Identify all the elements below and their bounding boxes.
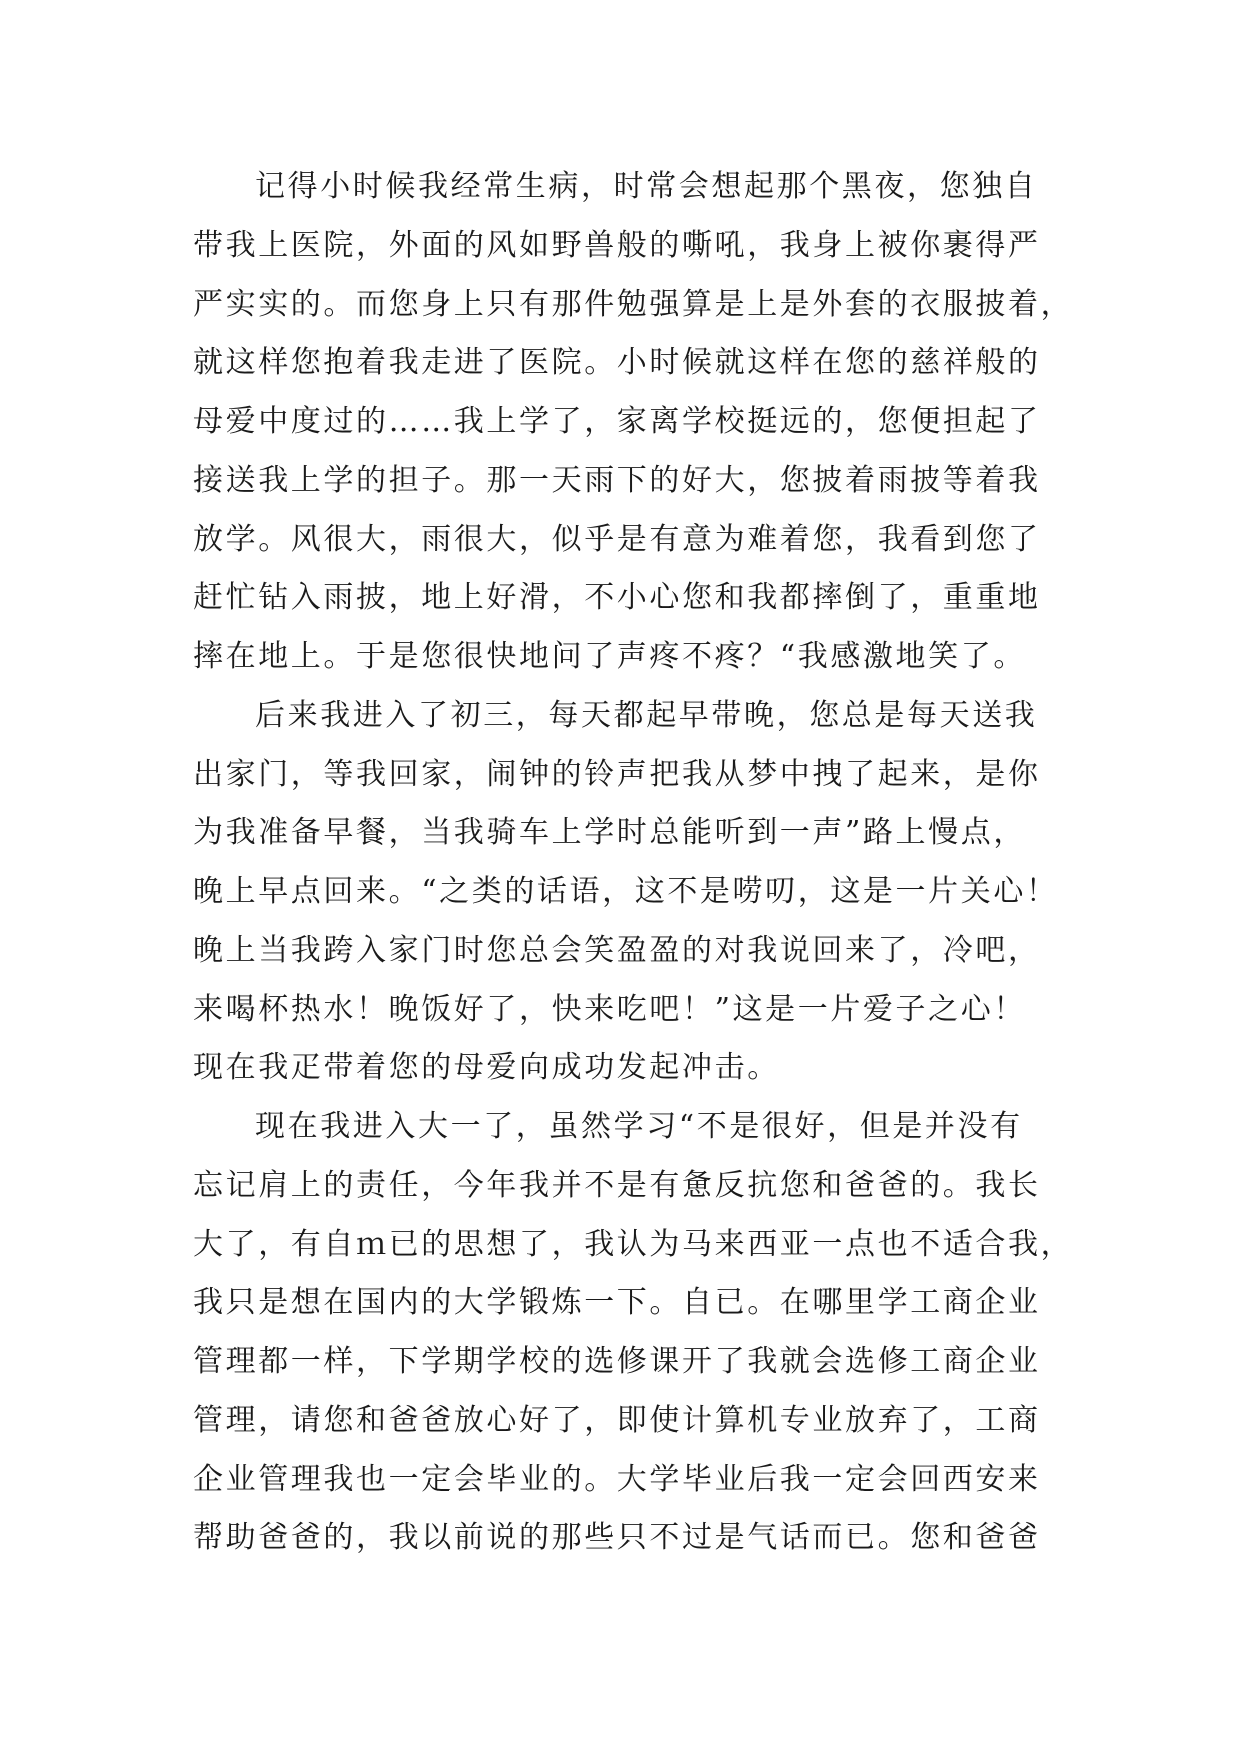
text-line: 放学。风很大，雨很大，似乎是有意为难着您，我看到您了 (193, 521, 1041, 557)
document-body (193, 158, 1073, 1568)
text-line: 忘记肩上的责任，今年我并不是有惫反抗您和爸爸的。我长 (193, 1167, 1041, 1203)
text-line: 晚上早点回来。“之类的话语，这不是唠叨，这是一片关心！ (193, 874, 1059, 909)
text-line: 母爱中度过的……我上学了，家离学校挺远的，您便担起了 (193, 404, 1041, 439)
text-line: 企业管理我也一定会毕业的。大学毕业后我一定会回西安来 (193, 1461, 1041, 1497)
text-line: 现在我进入大一了，虽然学习“不是很好，但是并没有 (255, 1109, 1023, 1144)
text-line: 带我上医院，外面的风如野兽般的嘶吼，我身上被你裹得严 (193, 227, 1041, 263)
text-line: 接送我上学的担子。那一天雨下的好大，您披着雨披等着我 (193, 462, 1041, 498)
text-line: 现在我疋带着您的母爱向成功发起冲击。 (193, 1050, 780, 1086)
text-line: 记得小时候我经常生病，时常会想起那个黑夜，您独自 (255, 169, 1038, 204)
text-line: 我只是想在国内的大学锻炼一下。自已。在哪里学工商企业 (193, 1285, 1041, 1321)
text-line: 来喝杯热水！晚饭好了，快来吃吧！”这是一片爱子之心！ (193, 991, 1026, 1027)
text-line: 赶忙钻入雨披，地上好滑，不小心您和我都摔倒了，重重地 (193, 580, 1041, 616)
text-line: 管理都一样，下学期学校的选修课开了我就会选修工商企业 (193, 1344, 1041, 1379)
text-line: 后来我进入了初三，每天都起早带晚，您总是每天送我 (255, 697, 1038, 733)
text-line: 严实实的。而您身上只有那件勉强算是上是外套的衣服披着， (193, 286, 1074, 322)
text-line: 出家门，等我回家，闹钟的铃声把我从梦中拽了起来，是你 (193, 756, 1041, 792)
text-line: 晚上当我跨入家门时您总会笑盈盈的对我说回来了，冷吧， (193, 932, 1041, 968)
text-line: 摔在地上。于是您很快地问了声疼不疼？“我感激地笑了。 (193, 639, 1026, 674)
text-line: 管理，请您和爸爸放心好了，即使计算机专业放弃了，工商 (193, 1402, 1041, 1438)
text-line: 大了，有自ｍ已的思想了，我认为马来西亚一点也不适合我， (193, 1226, 1074, 1262)
text-line: 为我准备早餐，当我骑车上学时总能听到一声”路上慢点， (193, 815, 1026, 851)
text-line: 帮助爸爸的，我以前说的那些只不过是气话而已。您和爸爸 (193, 1520, 1041, 1556)
text-line: 就这样您抱着我走进了医院。小时候就这样在您的慈祥般的 (193, 345, 1041, 381)
